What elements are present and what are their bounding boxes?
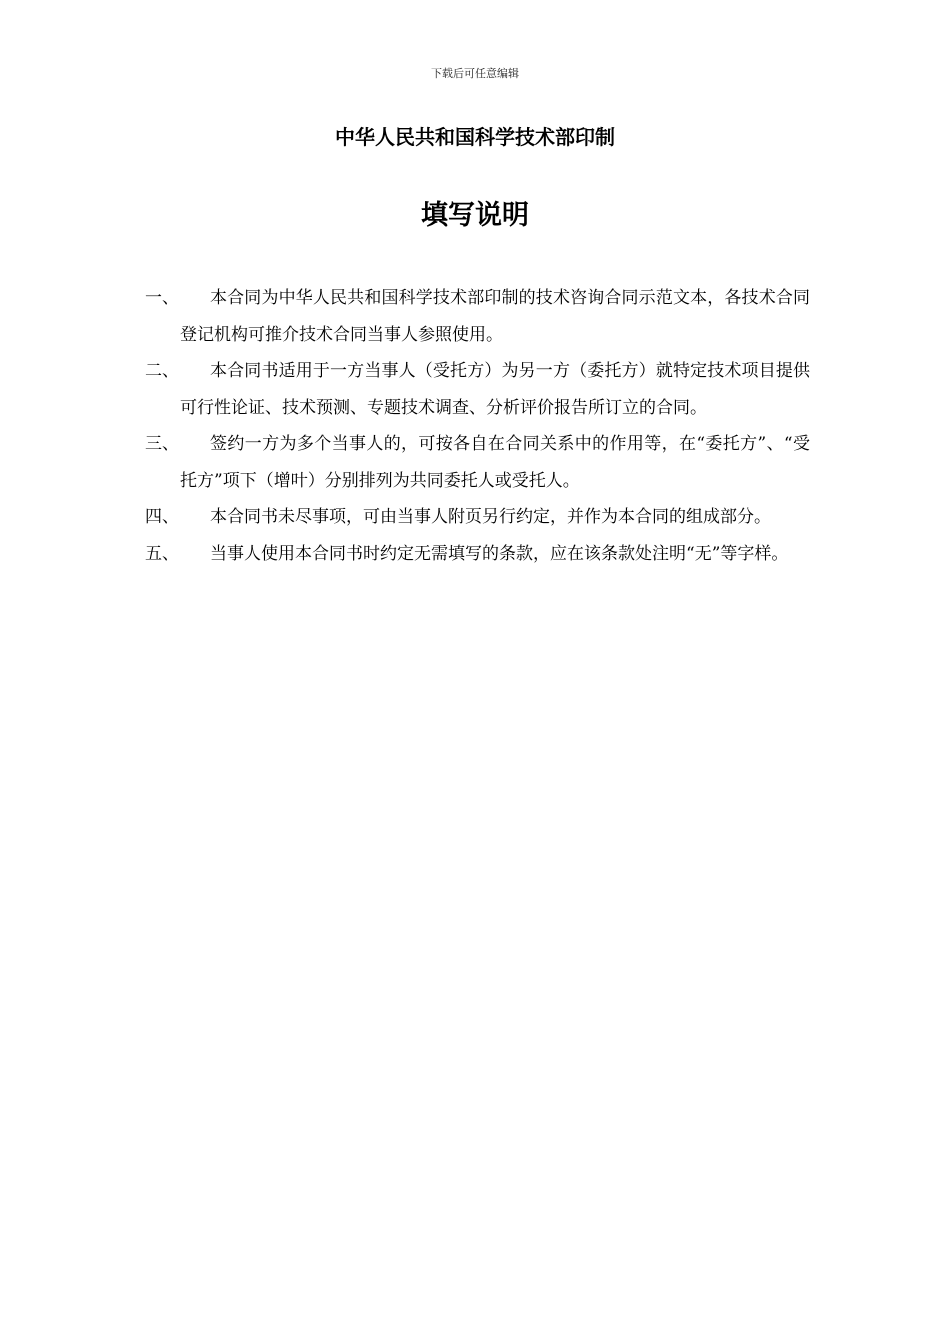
item-number: 二、	[145, 361, 179, 381]
item-text: 本合同书未尽事项，可由当事人附页另行约定，并作为本合同的组成部分。	[210, 507, 771, 527]
item-number: 三、	[145, 434, 179, 454]
document-title: 填写说明	[421, 200, 529, 231]
item-text: 签约一方为多个当事人的，可按各自在合同关系中的作用等，在“委托方”、“受托方”项下（增叶）分别排列为共同委托人或受托人。	[180, 434, 810, 491]
instruction-item-3	[145, 426, 810, 499]
item-number: 一、	[145, 288, 179, 308]
item-number: 四、	[145, 507, 179, 527]
instruction-item-4	[145, 499, 810, 536]
item-text: 当事人使用本合同书时约定无需填写的条款，应在该条款处注明“无”等字样。	[210, 543, 789, 564]
instruction-item-5	[145, 536, 810, 573]
instruction-list	[145, 280, 810, 572]
organization-title: 中华人民共和国科学技术部印制	[335, 125, 615, 149]
item-number: 五、	[145, 543, 179, 564]
instruction-item-2	[145, 353, 810, 426]
header-note: 下载后可任意编辑	[431, 67, 519, 80]
item-text: 本合同为中华人民共和国科学技术部印制的技术咨询合同示范文本，各技术合同登记机构可推介技术合同当事人参照使用。	[180, 288, 810, 345]
instruction-item-1	[145, 280, 810, 353]
item-text: 本合同书适用于一方当事人（受托方）为另一方（委托方）就特定技术项目提供可行性论证、技术预测、专题技术调查、分析评价报告所订立的合同。	[180, 361, 810, 418]
